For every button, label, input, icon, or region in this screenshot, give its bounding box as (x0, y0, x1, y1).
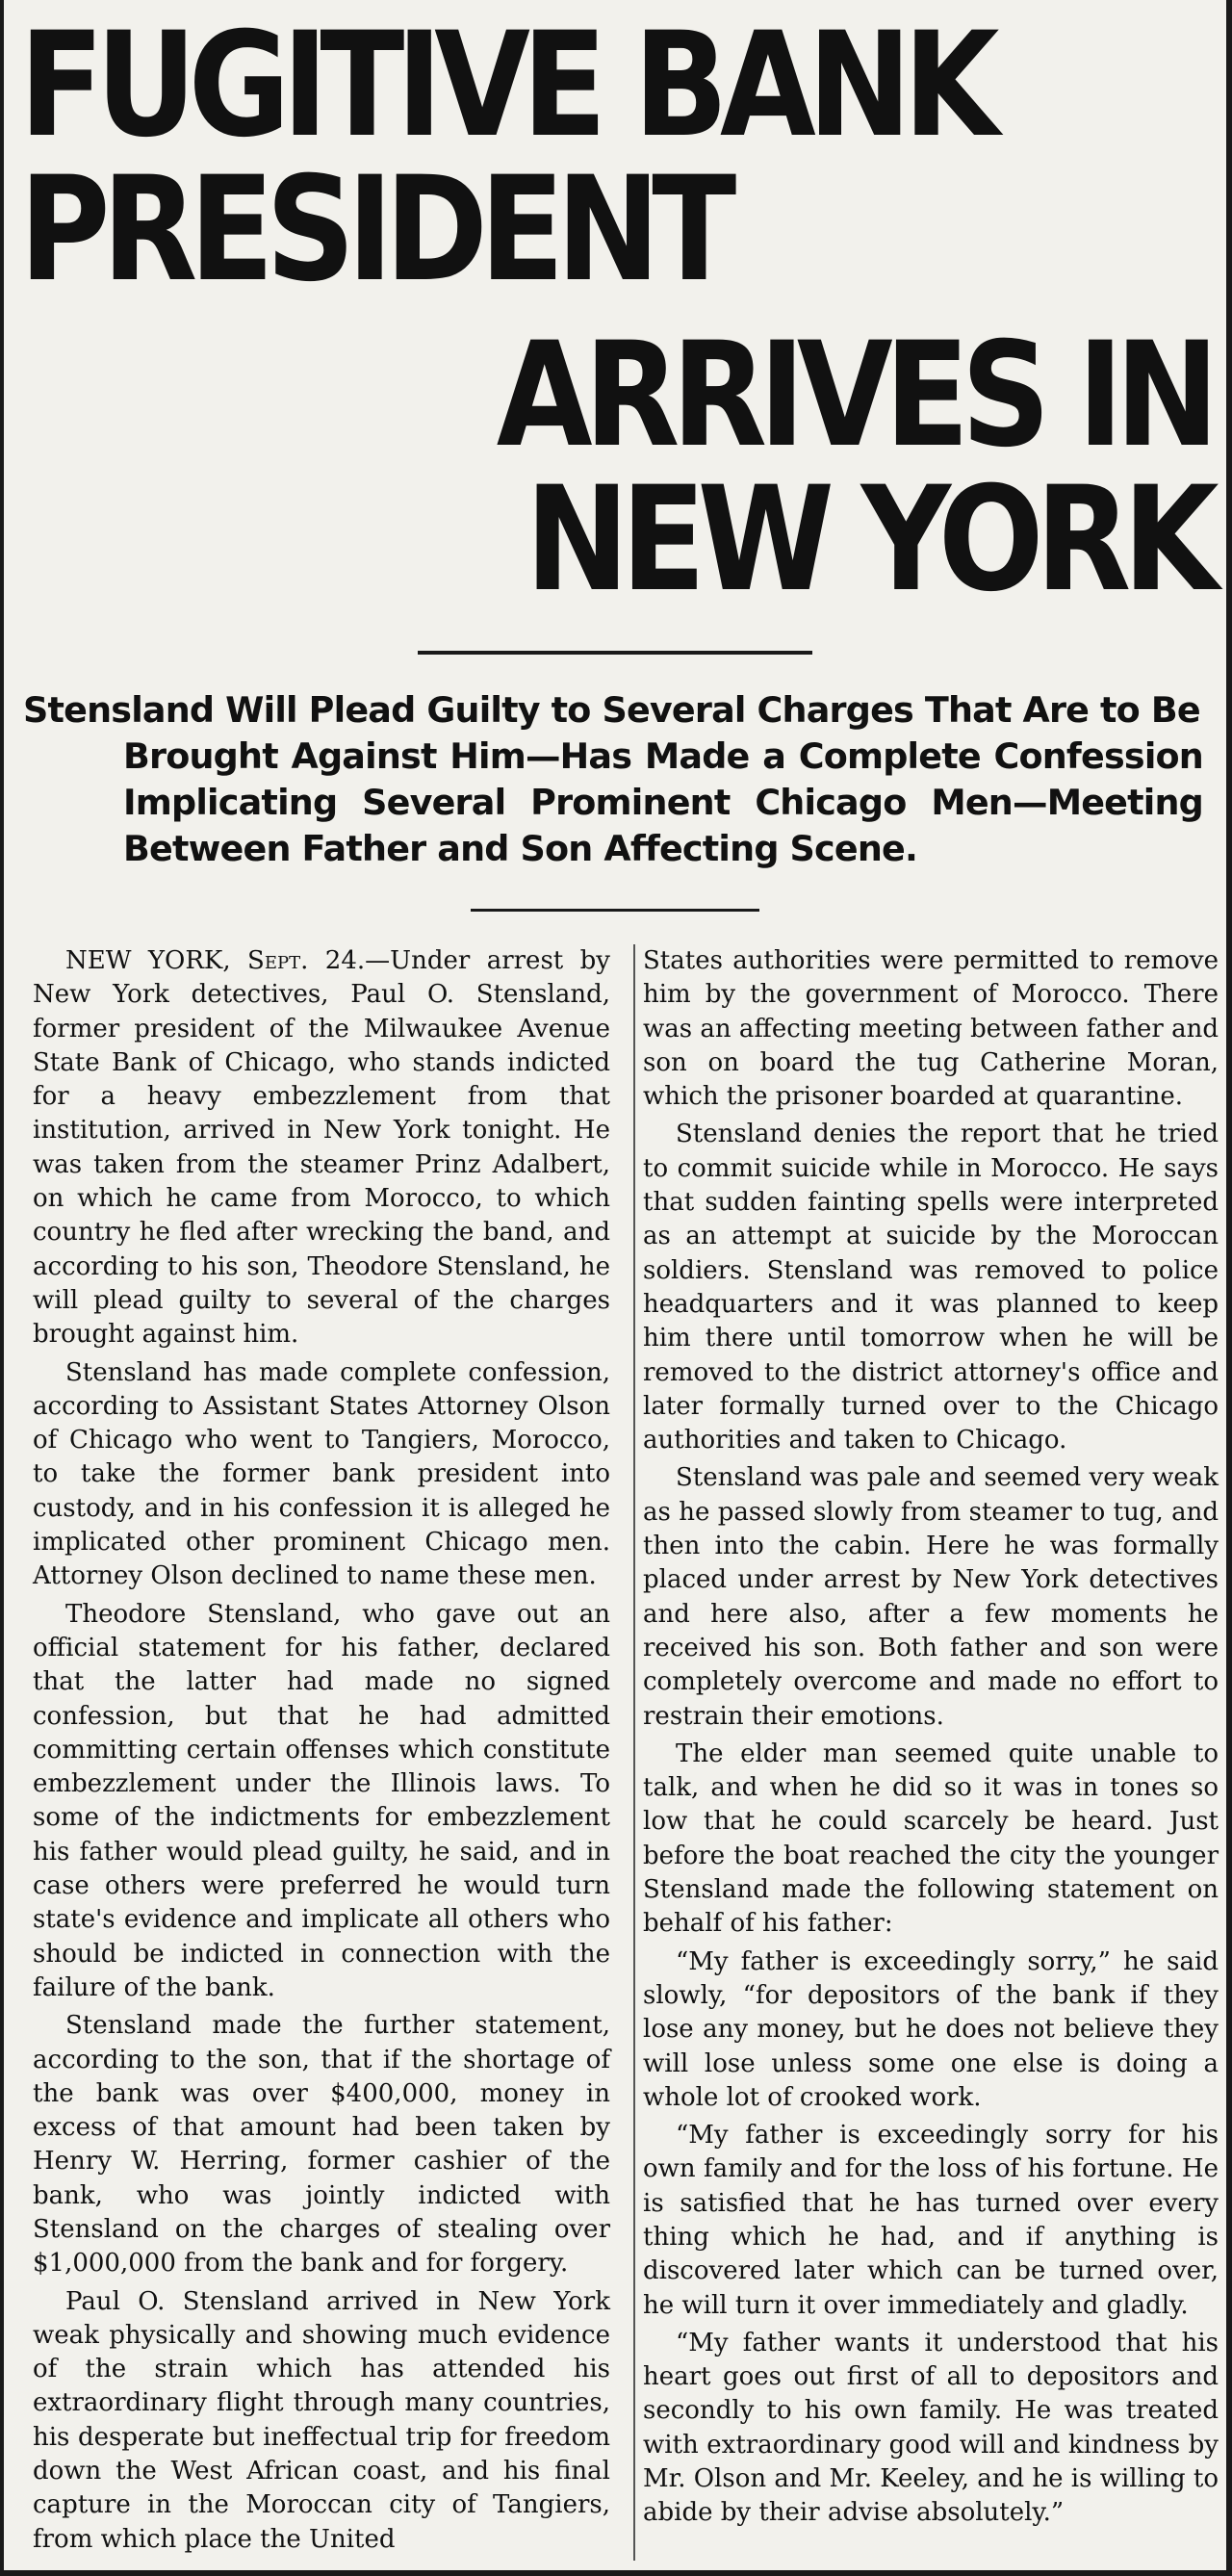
article-paragraph: States authorities were permitted to remove him by the government of Morocco. There was an affecting meeting between father and son on board the tug Catherine Moran, which the prisoner boarded at quarantine. (643, 946, 1219, 1112)
article-paragraph: “My father is exceedingly sorry,” he said slowly, “for depositors of the bank if they lose any money, but he does not believe they will lose unless some one else is doing a whole lot of crooked work. (643, 1946, 1219, 2112)
headline-rule (418, 651, 812, 655)
article-paragraph: “My father wants it understood that his heart goes out first of all to depositors and secondly to his own family. He was treated with extraordinary good will and kindness by Mr. Olson and Mr. Keeley, and he is willing to abide by their advise absolutely.” (643, 2328, 1219, 2528)
headline-line-1: FUGITIVE BANK PRESIDENT (19, 2, 991, 314)
article-paragraph: Stensland made the further statement, according to the son, that if the shortage of the bank was over $400,000, money in excess of that amount had been taken by Henry W. Herring, former cashier of the bank, who was jointly indicted with Stensland on the charges of stealing over $1,000,000 from the bank and for forgery. (33, 2011, 610, 2279)
deck-continuation: Brought Against Him—Has Made a Complete Confession Implicating Several Prominent Chicago Men—Meeting Between Father and Son Affecting Scene. (123, 735, 1203, 869)
article-body (33, 944, 1219, 2561)
dateline: NEW YORK, Sept. 24. (65, 946, 366, 975)
article-paragraph: “My father is exceedingly sorry for his own family and for the loss of his fortune. He is satisfied that he has turned over every thing which he had, and if anything is discovered later which can be turned over, he will turn it over immediately and gladly. (643, 2121, 1219, 2320)
article-paragraph: The elder man seemed quite unable to talk, and when he did so it was in tones so low that he could scarcely be heard. Just before the boat reached the city the younger Stensland made the following statement on behalf of his father: (643, 1739, 1219, 1939)
article-paragraph (33, 944, 610, 1352)
bottom-border (4, 2570, 1226, 2576)
headline (4, 0, 1226, 624)
headline-line-2: ARRIVES IN NEW YORK (496, 312, 1211, 624)
article-paragraph: Stensland has made complete confession, according to Assistant States Attorney Olson of Chicago who went to Tangiers, Morocco, to take the former bank president into custody, and in his confession it is alleged he implicated other prominent Chicago men. Attorney Olson declined to name these men. (33, 1357, 610, 1591)
subheadline-deck (23, 687, 1203, 872)
article-paragraph: Stensland was pale and seemed very weak as he passed slowly from steamer to tug, and then into the cabin. Here he was formally placed under arrest by New York detectives and here also, after a few moments he received his son. Both father and son were completely overcome and made no effort to restrain their emotions. (643, 1463, 1219, 1731)
article-column-1 (33, 944, 610, 2561)
deck-line-1: Stensland Will Plead Guilty to Several Charges That Are to Be (23, 689, 1200, 731)
article-paragraph: Stensland denies the report that he tried to commit suicide while in Morocco. He says that sudden fainting spells were interpreted as an attempt at suicide by the Moroccan soldiers. Stensland was removed to police headquarters and it was planned to keep him there until tomorrow when he will be removed to the district attorney's office and later formally turned over to the Chicago authorities and taken to Chicago. (643, 1120, 1219, 1455)
article-paragraph: Paul O. Stensland arrived in New York weak physically and showing much evidence of the strain which has attended his extraordinary flight through many countries, his desperate but ineffectual trip for freedom down the West African coast, and his final capture in the Moroccan city of Tangiers, from which place the United (33, 2286, 610, 2554)
article-paragraph: Theodore Stensland, who gave out an official statement for his father, declared that the latter had made no signed confession, but that he had admitted committing certain offenses which constitute embezzlement under the Illinois laws. To some of the indictments for embezzlement his father would plead guilty, he said, and in case others were preferred he would turn state's evidence and implicate all others who should be indicted in connection with the failure of the bank. (33, 1599, 610, 2002)
deck-rule (471, 909, 759, 912)
article-paragraph-text: —Under arrest by New York detectives, Paul O. Stensland, former president of the Milwaukee Avenue State Bank of Chicago, who stands indicted for a heavy embezzlement from that institution, arrived in New York tonight. He was taken from the steamer Prinz Adalbert, on which he came from Morocco, to which country he fled after wrecking the band, and according to his son, Theodore Stensland, he will plead guilty to several of the charges brought against him. (33, 946, 610, 1350)
article-column-2 (633, 944, 1219, 2561)
